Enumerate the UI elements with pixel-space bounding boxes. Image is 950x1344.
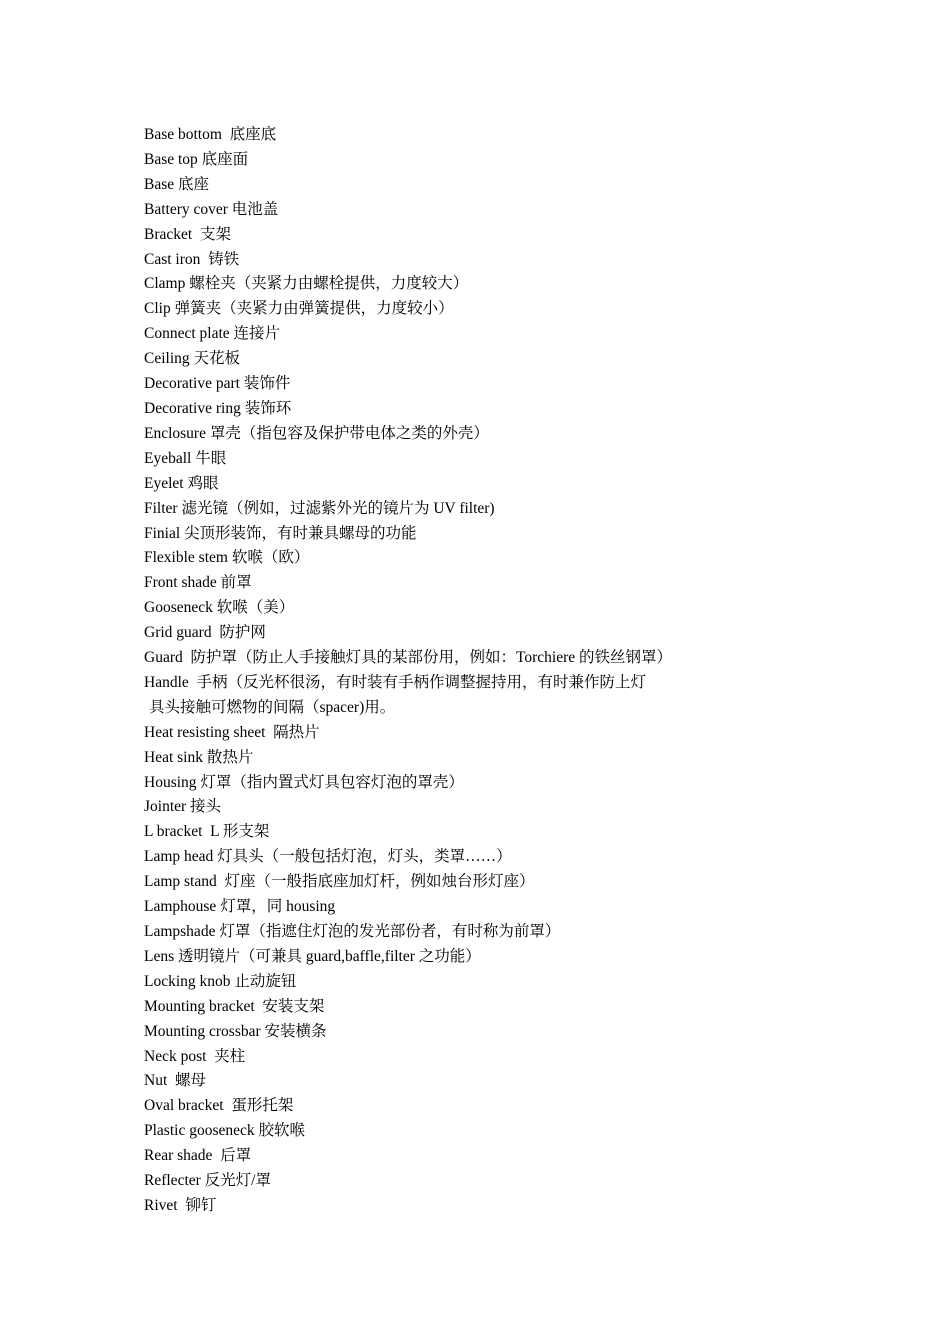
glossary-entry: Grid guard 防护网 bbox=[144, 624, 266, 642]
glossary-entry: Jointer 接头 bbox=[144, 798, 222, 816]
glossary-entry: Mounting bracket 安装支架 bbox=[144, 997, 325, 1015]
glossary-entry: Mounting crossbar 安装横条 bbox=[144, 1022, 327, 1040]
glossary-entry: Connect plate 连接片 bbox=[144, 325, 281, 343]
glossary-entry: Enclosure 罩壳（指包容及保护带电体之类的外壳） bbox=[144, 424, 489, 442]
glossary-entry: Heat sink 散热片 bbox=[144, 748, 254, 766]
glossary-entry: Cast iron 铸铁 bbox=[144, 250, 240, 268]
glossary-entry: Gooseneck 软喉（美） bbox=[144, 599, 295, 617]
glossary-entry: Rivet 铆钉 bbox=[144, 1196, 217, 1214]
glossary-entry: Ceiling 天花板 bbox=[144, 350, 241, 368]
glossary-entry: Filter 滤光镜（例如，过滤紫外光的镜片为 UV filter) bbox=[144, 499, 495, 517]
glossary-entry: Clamp 螺栓夹（夹紧力由螺栓提供，力度较大） bbox=[144, 275, 469, 293]
glossary-entry: Lampshade 灯罩（指遮住灯泡的发光部份者，有时称为前罩） bbox=[144, 923, 561, 940]
glossary-entry: Front shade 前罩 bbox=[144, 574, 252, 592]
glossary-entry-continuation: 具头接触可燃物的间隔（spacer)用。 bbox=[149, 698, 396, 716]
glossary-entry: Handle 手柄（反光杯很汤，有时装有手柄作调整握持用，有时兼作防上灯 bbox=[144, 673, 647, 691]
glossary-list bbox=[144, 123, 844, 1219]
glossary-entry: Neck post 夹柱 bbox=[144, 1047, 246, 1065]
glossary-entry: Base bottom 底座底 bbox=[144, 126, 277, 143]
glossary-entry: Eyelet 鸡眼 bbox=[144, 474, 219, 492]
glossary-entry: Battery cover 电池盖 bbox=[144, 200, 279, 218]
glossary-entry: Plastic gooseneck 胶软喉 bbox=[144, 1122, 306, 1140]
glossary-entry: Lamp head 灯具头（一般包括灯泡，灯头，类罩……） bbox=[144, 848, 512, 866]
glossary-entry: Clip 弹簧夹（夹紧力由弹簧提供，力度较小） bbox=[144, 300, 454, 318]
glossary-entry: Base top 底座面 bbox=[144, 150, 249, 168]
glossary-entry: Heat resisting sheet 隔热片 bbox=[144, 723, 320, 741]
glossary-entry: Oval bracket 蛋形托架 bbox=[144, 1097, 294, 1115]
glossary-entry: Reflecter 反光灯/罩 bbox=[144, 1172, 271, 1190]
glossary-entry: Rear shade 后罩 bbox=[144, 1147, 252, 1165]
glossary-entry: Guard 防护罩（防止人手接触灯具的某部份用，例如：Torchiere 的铁丝钢罩） bbox=[144, 649, 673, 667]
glossary-entry: Bracket 支架 bbox=[144, 225, 231, 243]
glossary-entry: L bracket L 形支架 bbox=[144, 823, 270, 841]
glossary-entry: Eyeball 牛眼 bbox=[144, 449, 227, 467]
glossary-entry: Flexible stem 软喉（欧） bbox=[144, 549, 310, 567]
glossary-entry: Lamphouse 灯罩，同 housing bbox=[144, 898, 336, 916]
glossary-entry: Nut 螺母 bbox=[144, 1072, 207, 1090]
glossary-entry: Base 底座 bbox=[144, 175, 210, 193]
glossary-entry: Locking knob 止动旋钮 bbox=[144, 972, 297, 990]
glossary-entry: Lamp stand 灯座（一般指底座加灯杆，例如烛台形灯座） bbox=[144, 873, 535, 891]
glossary-entry: Lens 透明镜片（可兼具 guard,baffle,filter 之功能） bbox=[144, 947, 481, 965]
glossary-entry: Housing 灯罩（指内置式灯具包容灯泡的罩壳） bbox=[144, 773, 464, 791]
glossary-entry: Finial 尖顶形装饰，有时兼具螺母的功能 bbox=[144, 524, 417, 542]
glossary-entry: Decorative ring 装饰环 bbox=[144, 399, 292, 417]
glossary-entry: Decorative part 装饰件 bbox=[144, 375, 291, 393]
